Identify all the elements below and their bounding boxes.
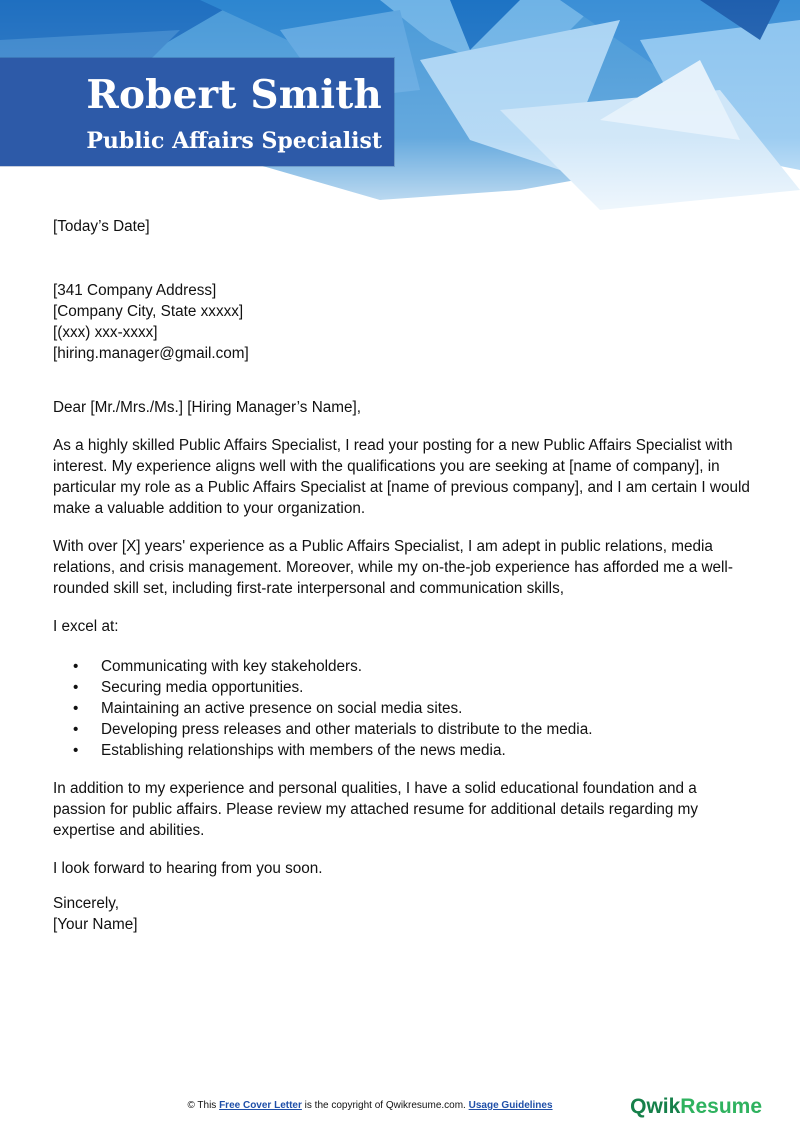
name-box [0,58,394,166]
skill-text: Securing media opportunities. [101,679,304,696]
logo-part-qwik: Qwik [630,1095,681,1118]
paragraph-experience: With over [X] years' experience as a Public Affairs Specialist, I am adept in public relations, media relations, and crisis management. Moreover, while my on-the-job experience has afforded me a well-rounded skill set, including first-rate interpersonal and communication skills, [53,538,733,597]
footer-prefix: © This [187,1100,220,1111]
skills-list [53,656,753,761]
paragraph-education: In addition to my experience and personal qualities, I have a solid educational foundation and a passion for public affairs. Please review my attached resume for additional details regarding my expertise and abilities. [53,780,699,839]
bullet: • [73,721,79,738]
address-line: [(xxx) xxx-xxxx] [53,324,158,341]
bullet: • [73,658,79,675]
skill-text: Developing press releases and other materials to distribute to the media. [101,721,593,738]
bullet: • [73,700,79,717]
skill-text: Maintaining an active presence on social media sites. [101,700,463,717]
list-item [53,656,753,677]
closing-line: I look forward to hearing from you soon. [53,860,323,877]
cover-letter-body [53,216,753,935]
recipient-address [53,280,753,364]
list-item [53,719,753,740]
address-line: [341 Company Address] [53,282,217,299]
job-title: Public Affairs Specialist [86,128,382,154]
candidate-name: Robert Smith [86,72,382,118]
skills-intro: I excel at: [53,618,119,635]
list-item [53,677,753,698]
skill-text: Communicating with key stakeholders. [101,658,363,675]
usage-guidelines-link[interactable]: Usage Guidelines [468,1100,553,1111]
letter-date: [Today’s Date] [53,218,150,235]
qwikresume-logo [630,1095,762,1119]
list-item [53,698,753,719]
address-line: [hiring.manager@gmail.com] [53,345,249,362]
bullet: • [73,742,79,759]
sign-off: Sincerely, [53,895,120,912]
address-line: [Company City, State xxxxx] [53,303,244,320]
salutation: Dear [Mr./Mrs./Ms.] [Hiring Manager’s Name], [53,399,361,416]
signature-name: [Your Name] [53,916,138,933]
footer-middle: is the copyright of Qwikresume.com. [301,1100,469,1111]
header-banner [0,0,800,250]
copyright-footer [0,1100,740,1111]
skill-text: Establishing relationships with members of the news media. [101,742,506,759]
bullet: • [73,679,79,696]
free-cover-letter-link[interactable]: Free Cover Letter [219,1100,302,1111]
logo-part-resume: Resume [680,1095,762,1118]
paragraph-intro: As a highly skilled Public Affairs Specialist, I read your posting for a new Public Affairs Specialist with interest. My experience aligns well with the qualifications you are seeking at [name of company], in particular my role as a Public Affairs Specialist at [name of previous company], and I am certain I would make a valuable addition to your organization. [53,437,750,517]
list-item [53,740,753,761]
